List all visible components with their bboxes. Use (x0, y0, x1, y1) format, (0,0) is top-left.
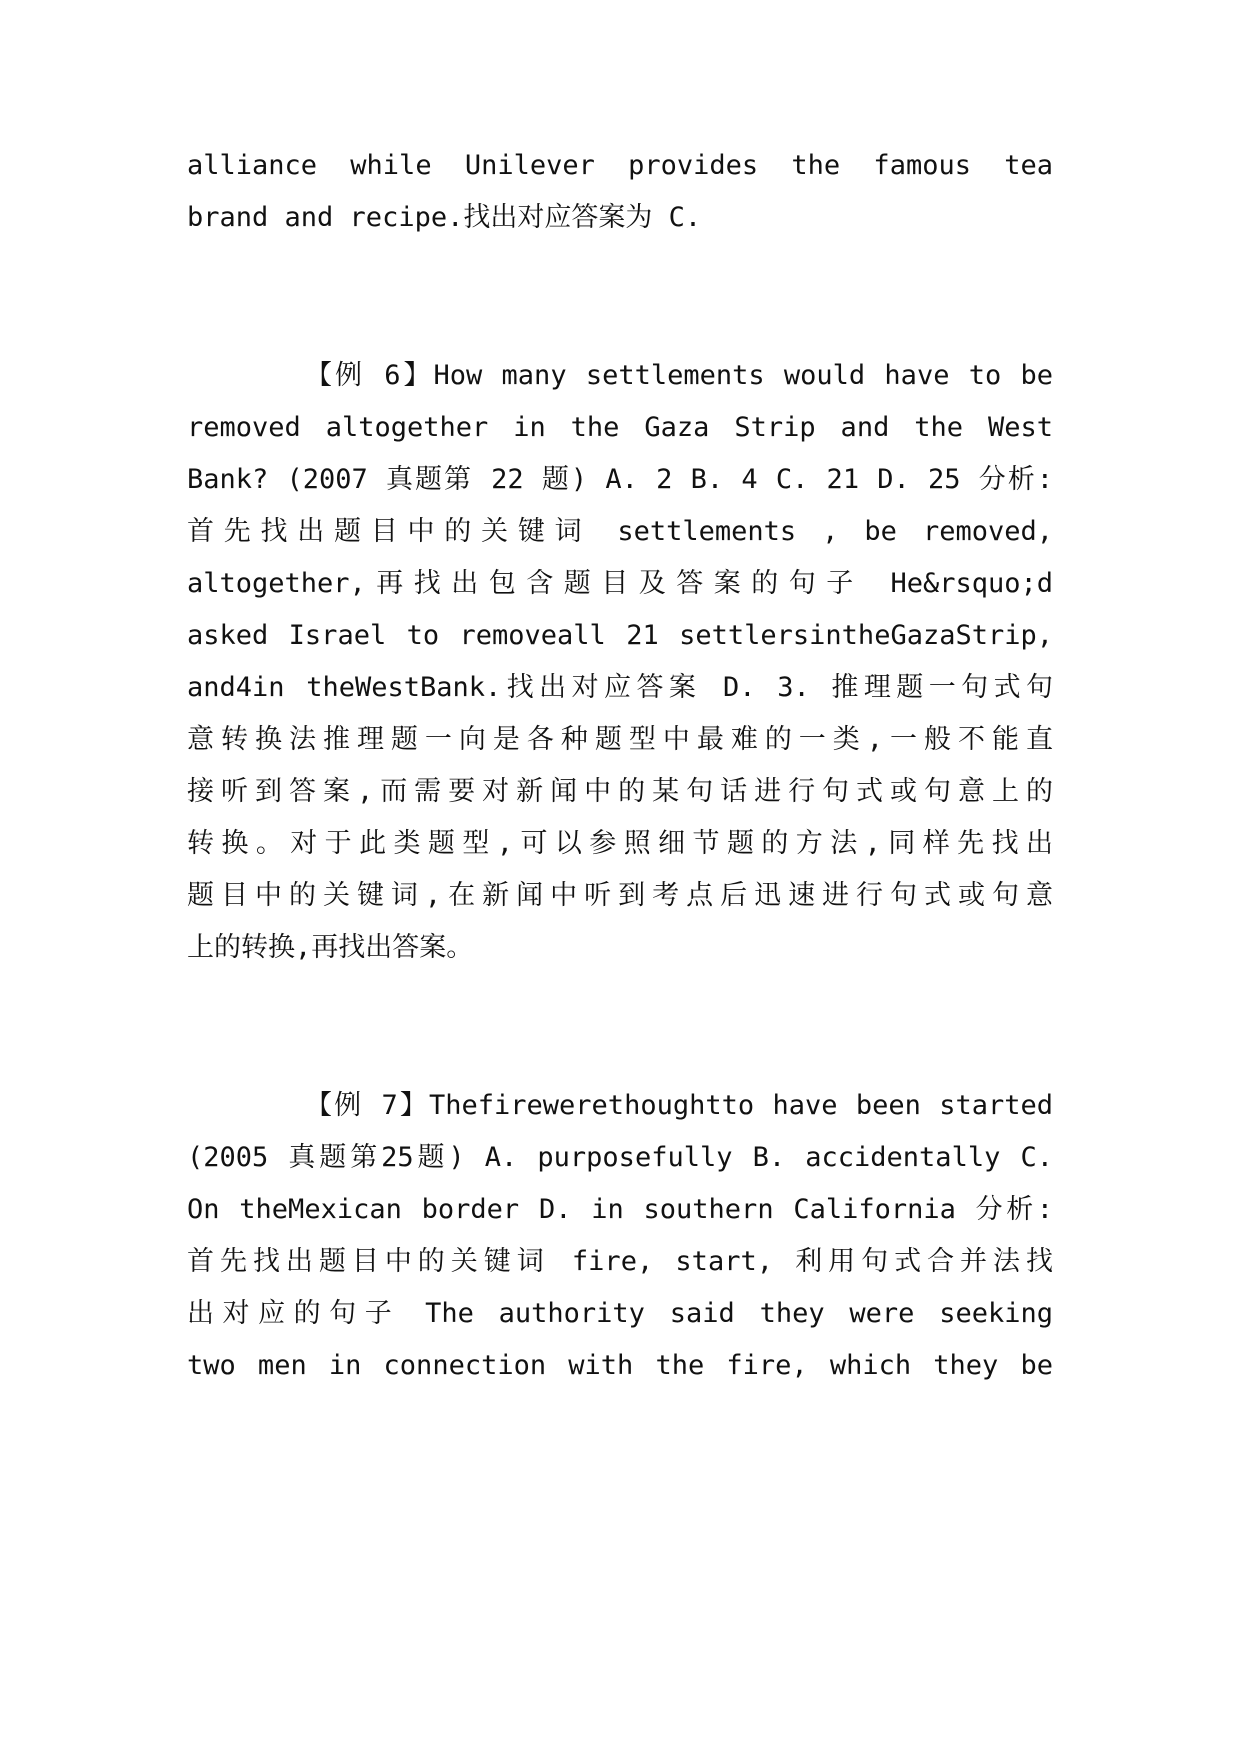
text-line: Bank? (2007 真题第 22 题) A. 2 B. 4 C. 21 D. 25 分析: (187, 464, 1053, 495)
example-6-heading-line: 【例 6】How many settlements would have to be (305, 360, 1053, 391)
text-line: 上的转换,再找出答案。 (187, 932, 474, 963)
example-7-heading-line: 【例 7】Thefirewerethoughtto have been started (305, 1090, 1053, 1121)
text-line: 意转换法推理题一向是各种题型中最难的一类,一般不能直 (187, 724, 1053, 755)
text-line: 出对应的句子 The authority said they were seeking (187, 1298, 1053, 1329)
text-line: 题目中的关键词,在新闻中听到考点后迅速进行句式或句意 (187, 880, 1053, 911)
text-line: and4in theWestBank.找出对应答案 D. 3. 推理题一句式句 (187, 672, 1053, 703)
text-line: 首先找出题目中的关键词 fire, start, 利用句式合并法找 (187, 1246, 1053, 1277)
text-line: asked Israel to removeall 21 settlersintheGazaStrip, (187, 620, 1053, 651)
text-line: (2005 真题第25题) A. purposefully B. accidentally C. (187, 1142, 1053, 1173)
text-line: removed altogether in the Gaza Strip and the West (187, 412, 1053, 443)
text-line: brand and recipe.找出对应答案为 C. (187, 202, 702, 233)
text-line: alliance while Unilever provides the famous tea (187, 150, 1053, 181)
text-line: altogether,再找出包含题目及答案的句子 He&rsquo;d (187, 568, 1053, 599)
text-line: 接听到答案,而需要对新闻中的某句话进行句式或句意上的 (187, 776, 1053, 807)
text-line: 转换。对于此类题型,可以参照细节题的方法,同样先找出 (187, 828, 1053, 859)
text-line: 首先找出题目中的关键词 settlements , be removed, (187, 516, 1053, 547)
text-line: two men in connection with the fire, which they be (187, 1350, 1053, 1381)
text-line: On theMexican border D. in southern California 分析: (187, 1194, 1053, 1225)
